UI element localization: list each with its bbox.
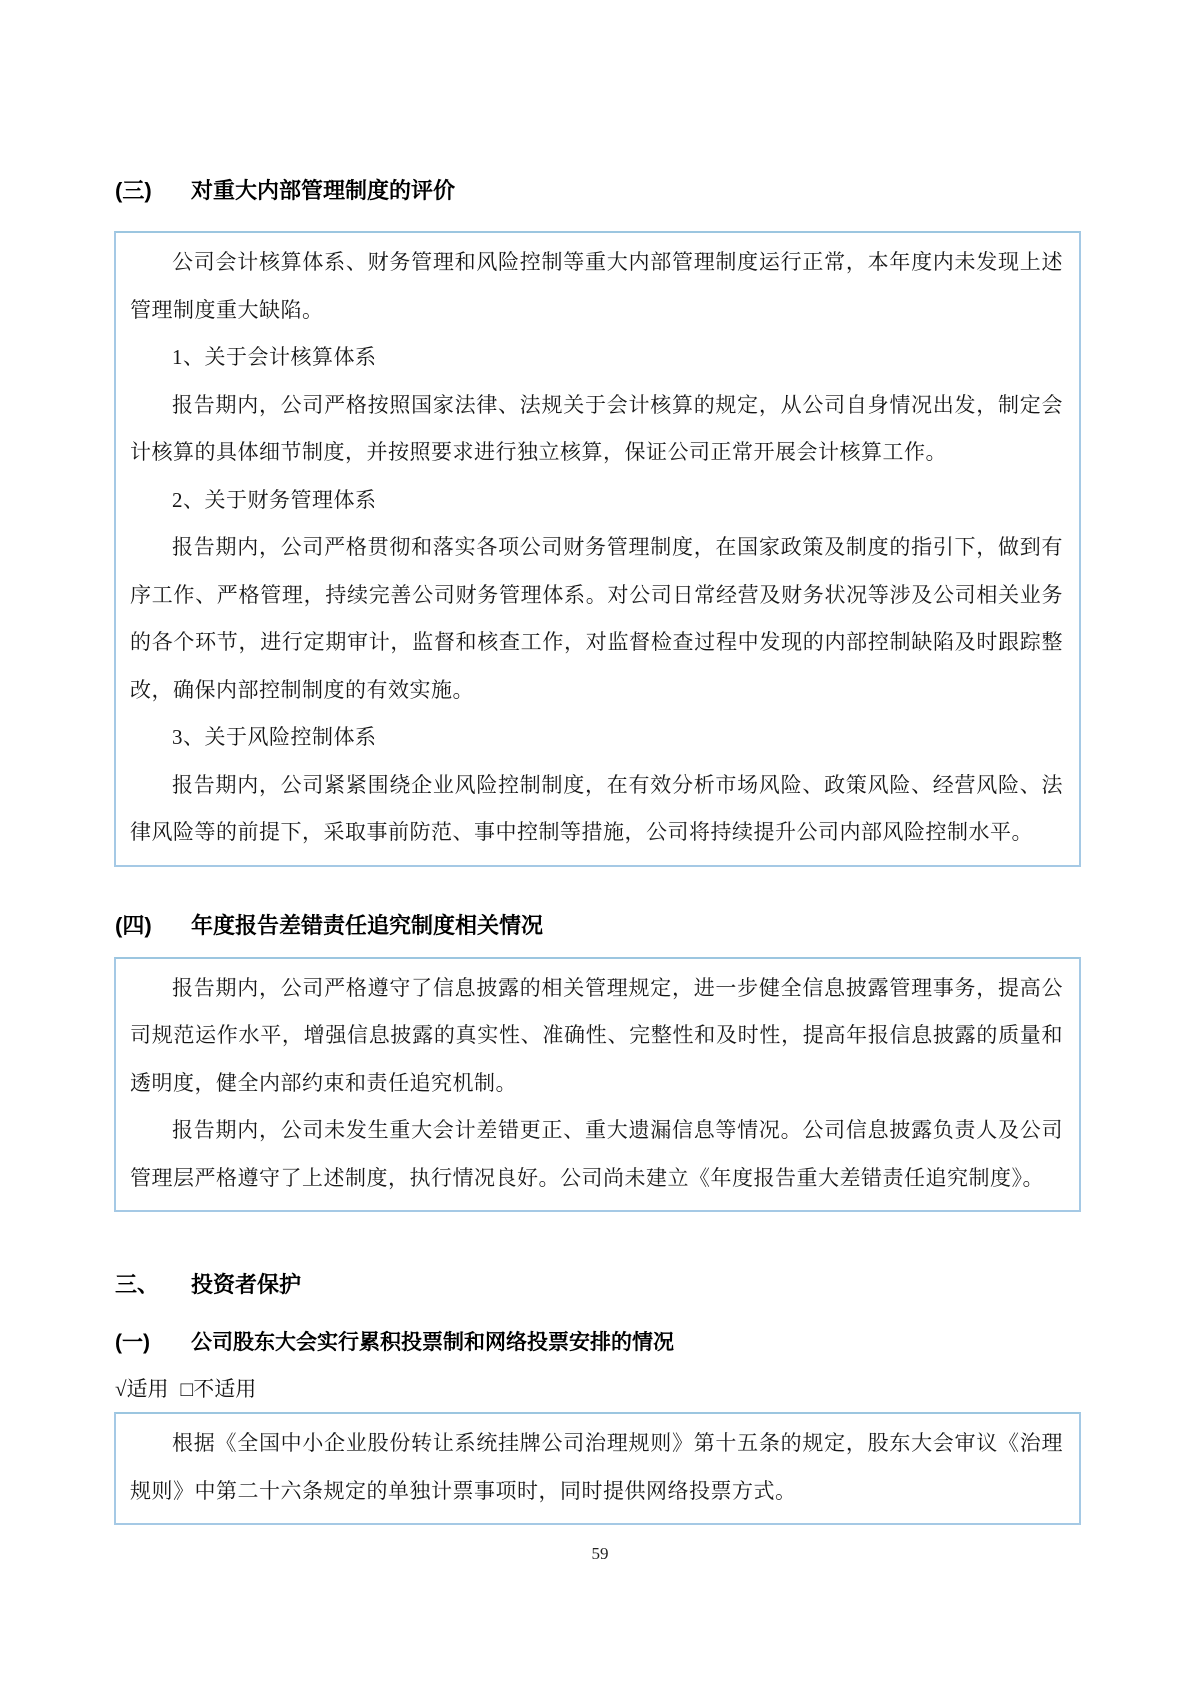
paragraph: 公司会计核算体系、财务管理和风险控制等重大内部管理制度运行正常，本年度内未发现上述管理制度重大缺陷。 bbox=[130, 250, 1063, 322]
applicable-checked-option: √适用 bbox=[115, 1377, 169, 1401]
content-box-error-accountability bbox=[114, 957, 1081, 1213]
subsection-heading-1 bbox=[115, 1328, 1082, 1358]
paragraph: 报告期内，公司严格按照国家法律、法规关于会计核算的规定，从公司自身情况出发，制定会计核算的具体细节制度，并按照要求进行独立核算，保证公司正常开展会计核算工作。 bbox=[130, 392, 1063, 464]
section-heading-4 bbox=[115, 911, 1082, 941]
not-applicable-unchecked-option: □不适用 bbox=[180, 1377, 257, 1401]
paragraph: 报告期内，公司严格贯彻和落实各项公司财务管理制度，在国家政策及制度的指引下，做到有序工作、严格管理，持续完善公司财务管理体系。对公司日常经营及财务状况等涉及公司相关业务的各个环节，进行定期审计，监督和核查工作，对监督检查过程中发现的内部控制缺陷及时跟踪整改，确保内部控制制度的有效实施。 bbox=[130, 535, 1063, 702]
section-number: (一) bbox=[115, 1331, 150, 1354]
sub-item-heading: 2、关于财务管理体系 bbox=[172, 487, 377, 512]
section-heading-3 bbox=[115, 176, 1082, 206]
section-number: (四) bbox=[115, 912, 152, 938]
paragraph: 报告期内，公司未发生重大会计差错更正、重大遗漏信息等情况。公司信息披露负责人及公司管理层严格遵守了上述制度，执行情况良好。公司尚未建立《年度报告重大差错责任追究制度》。 bbox=[130, 1118, 1063, 1190]
content-box-internal-control bbox=[114, 231, 1081, 867]
paragraph: 报告期内，公司严格遵守了信息披露的相关管理规定，进一步健全信息披露管理事务，提高公司规范运作水平，增强信息披露的真实性、准确性、完整性和及时性，提高年报信息披露的质量和透明度，健全内部约束和责任追究机制。 bbox=[130, 975, 1063, 1095]
section-heading-investor-protection bbox=[115, 1270, 1082, 1300]
section-title: 投资者保护 bbox=[191, 1272, 302, 1297]
sub-item-heading: 3、关于风险控制体系 bbox=[172, 725, 377, 749]
section-title: 公司股东大会实行累积投票制和网络投票安排的情况 bbox=[191, 1331, 674, 1354]
section-number: 三、 bbox=[115, 1272, 160, 1297]
sub-item-heading: 1、关于会计核算体系 bbox=[172, 345, 377, 369]
section-title: 年度报告差错责任追究制度相关情况 bbox=[191, 912, 544, 938]
page-number: 59 bbox=[591, 1544, 609, 1563]
section-title: 对重大内部管理制度的评价 bbox=[191, 178, 456, 203]
section-number: (三) bbox=[115, 178, 152, 203]
content-box-voting-arrangement bbox=[114, 1412, 1081, 1525]
paragraph: 报告期内，公司紧紧围绕企业风险控制制度，在有效分析市场风险、政策风险、经营风险、法律风险等的前提下，采取事前防范、事中控制等措施，公司将持续提升公司内部风险控制水平。 bbox=[130, 772, 1063, 844]
applicability-line bbox=[115, 1374, 1082, 1404]
paragraph: 根据《全国中小企业股份转让系统挂牌公司治理规则》第十五条的规定，股东大会审议《治理规则》中第二十六条规定的单独计票事项时，同时提供网络投票方式。 bbox=[130, 1431, 1063, 1503]
